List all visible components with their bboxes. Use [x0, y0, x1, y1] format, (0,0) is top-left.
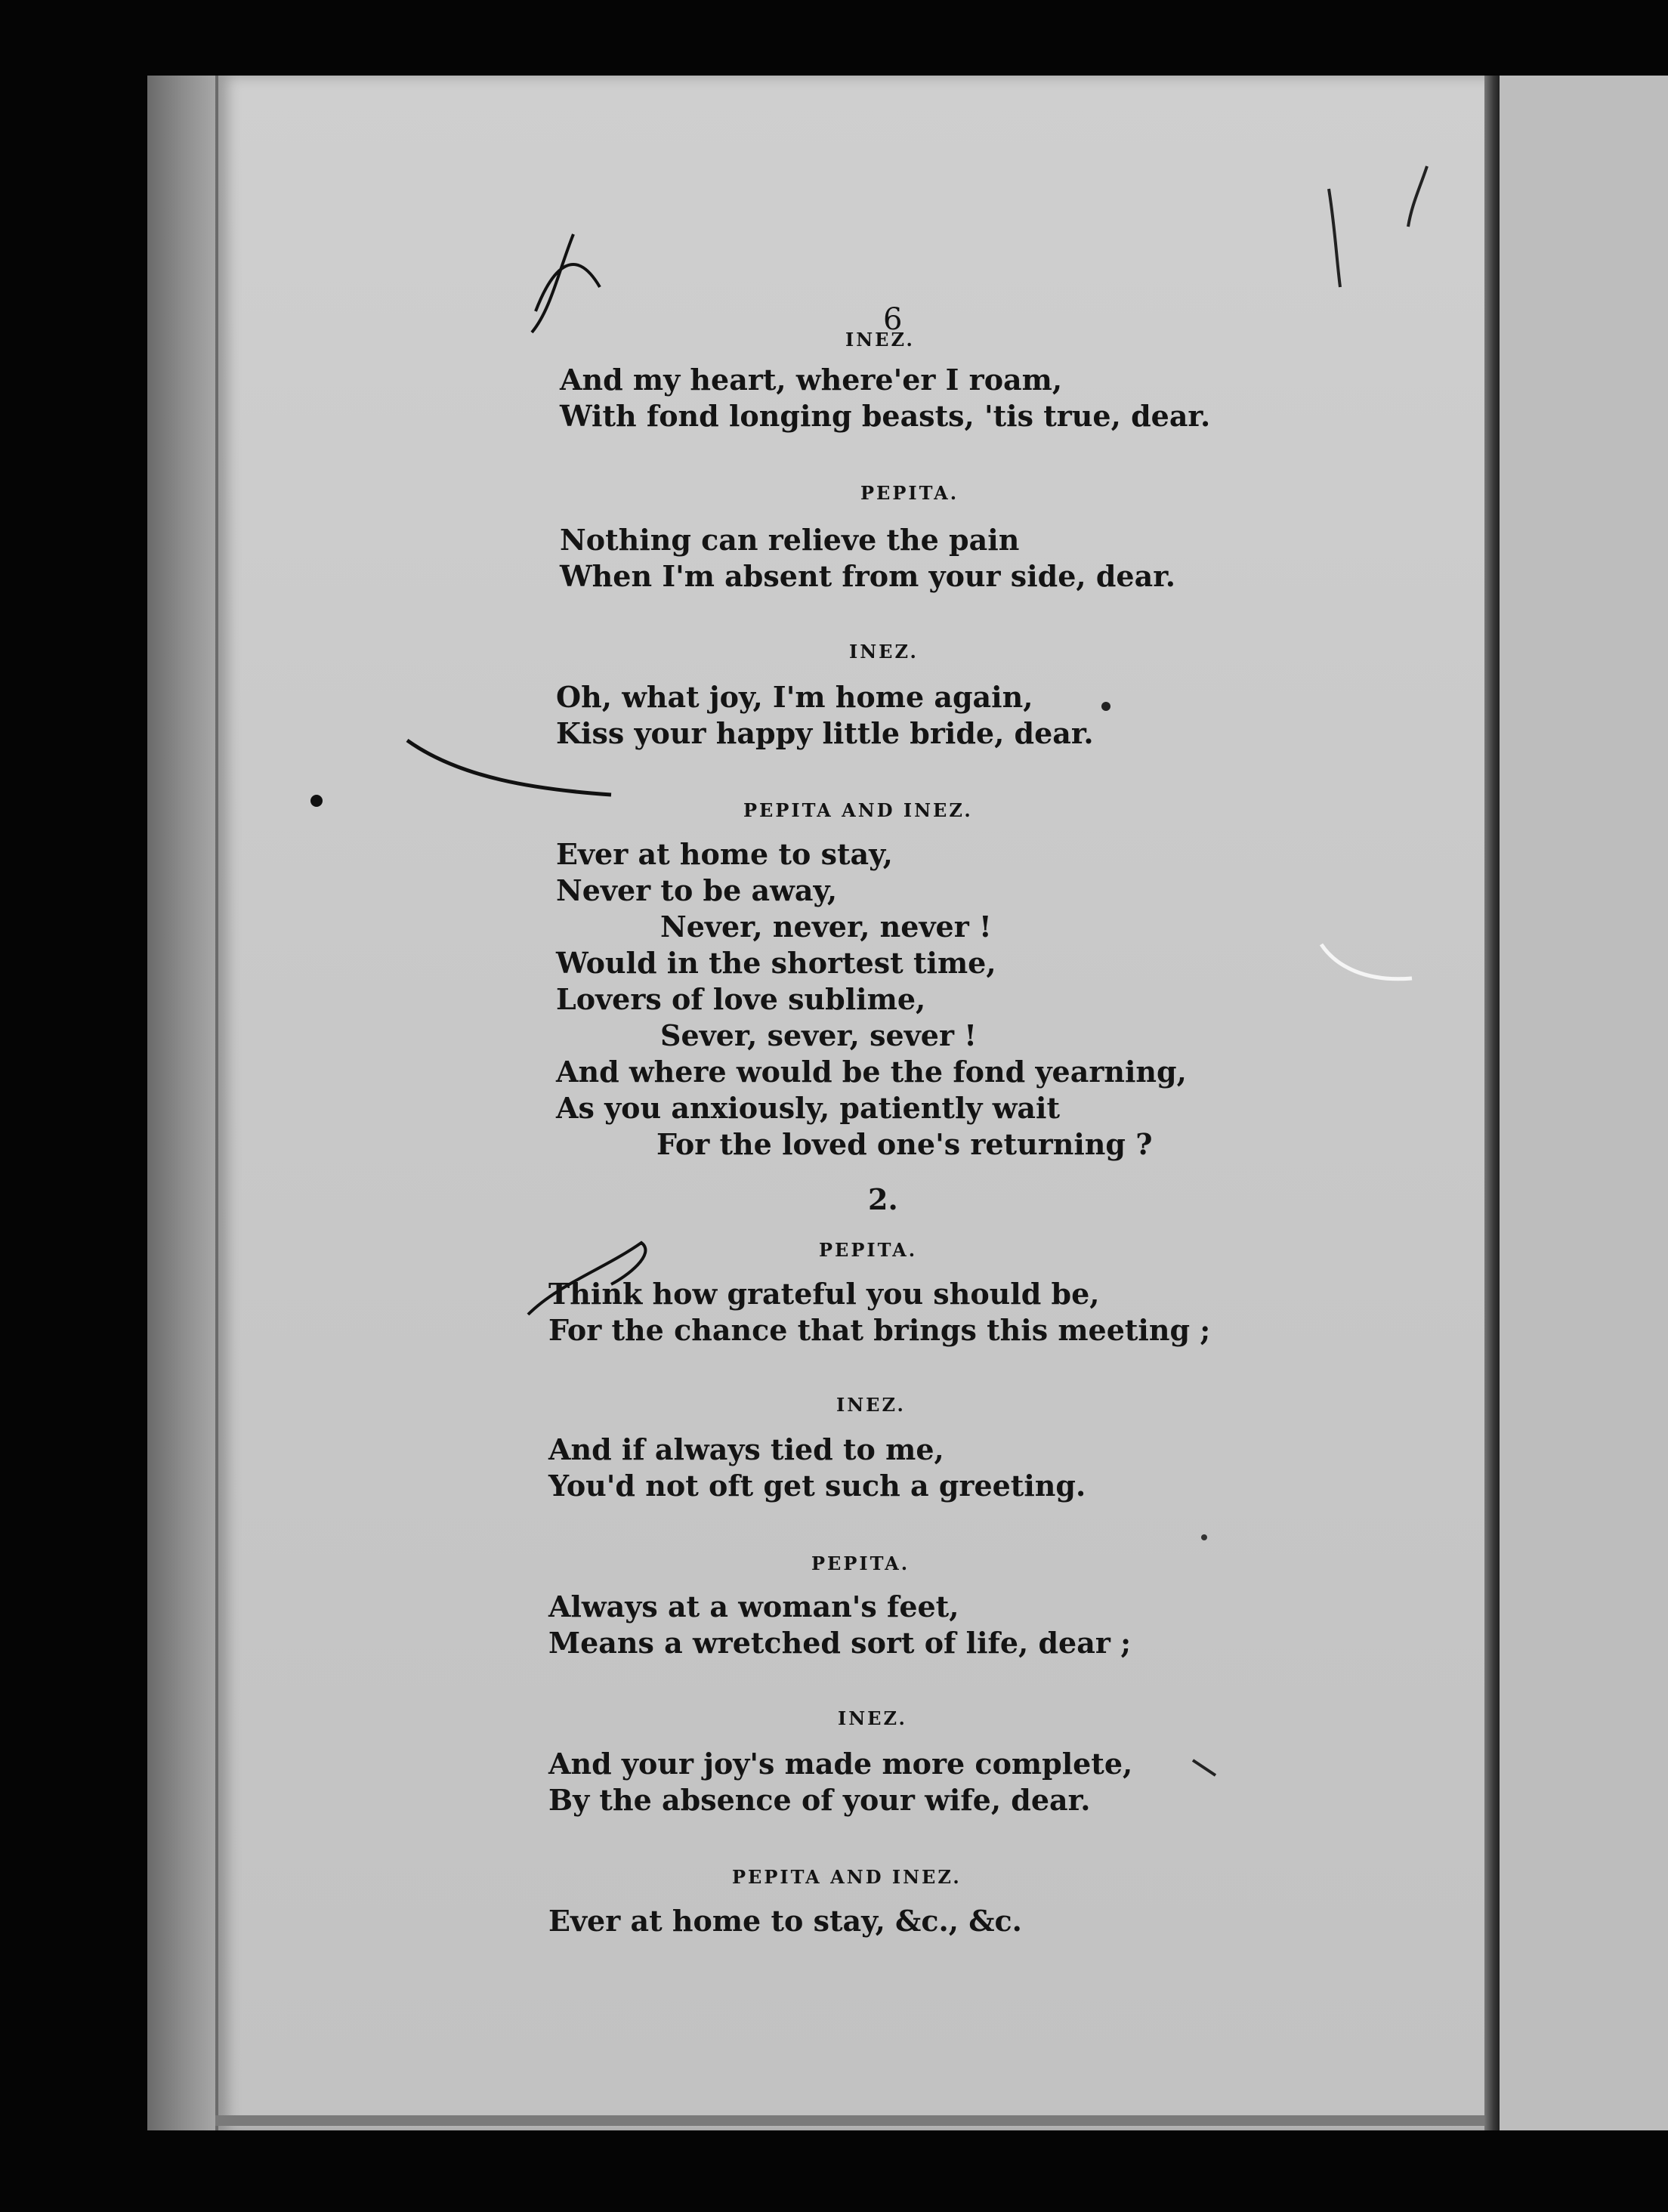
verse-line: Always at a woman's feet, [548, 1589, 959, 1623]
speaker-label: PEPITA AND INEZ. [732, 1866, 962, 1888]
page-bottom-edge [215, 2115, 1500, 2126]
speaker-label: PEPITA. [860, 482, 959, 504]
book-spine [1484, 76, 1500, 2130]
speaker-label: PEPITA. [811, 1552, 910, 1574]
verse-line: Never, never, never ! [660, 910, 992, 944]
speaker-label: INEZ. [849, 641, 919, 663]
verse-line: When I'm absent from your side, dear. [560, 559, 1175, 593]
stanza-number: 2. [868, 1182, 898, 1216]
verse-line: As you anxiously, patiently wait [556, 1091, 1061, 1125]
verse-line: Would in the shortest time, [556, 946, 996, 980]
speaker-label: PEPITA. [819, 1239, 918, 1261]
pen-stroke [1408, 166, 1427, 227]
verse-line: Sever, sever, sever ! [660, 1018, 977, 1052]
verse-line: And your joy's made more complete, [548, 1747, 1133, 1781]
pen-stroke [528, 1243, 645, 1315]
ink-dot [310, 795, 323, 807]
speaker-label: INEZ. [836, 1394, 906, 1416]
speaker-label: INEZ. [838, 1707, 907, 1729]
document-page [215, 76, 1503, 2130]
pen-stroke [1329, 189, 1340, 287]
verse-line: Think how grateful you should be, [548, 1277, 1100, 1311]
verse-line: Kiss your happy little bride, dear. [556, 716, 1094, 750]
verse-line: By the absence of your wife, dear. [548, 1783, 1091, 1817]
verse-line: Lovers of love sublime, [556, 982, 926, 1016]
verse-line: For the chance that brings this meeting ; [548, 1313, 1211, 1347]
verse-line: Means a wretched sort of life, dear ; [548, 1626, 1132, 1660]
speaker-label: PEPITA AND INEZ. [743, 799, 973, 821]
page-margin-strip [147, 76, 217, 2130]
ink-dot [1201, 1534, 1207, 1540]
verse-line: Ever at home to stay, &c., &c. [548, 1904, 1022, 1938]
verse-line: Oh, what joy, I'm home again, [556, 680, 1033, 714]
verse-line: And if always tied to me, [548, 1432, 944, 1466]
speaker-label: INEZ. [845, 329, 915, 351]
verse-line: You'd not oft get such a greeting. [548, 1469, 1086, 1503]
page-number: 6 [883, 302, 903, 337]
verse-line: Never to be away, [556, 873, 838, 907]
pen-stroke [532, 234, 600, 332]
verse-line: Nothing can relieve the pain [560, 523, 1020, 557]
verse-line: Ever at home to stay, [556, 837, 893, 871]
adjacent-page [1500, 76, 1668, 2130]
pen-stroke [1193, 1760, 1215, 1775]
verse-line: With fond longing beasts, 'tis true, dear. [560, 399, 1211, 433]
white-scratch [1321, 944, 1412, 979]
pen-stroke [407, 740, 611, 795]
verse-line: And where would be the fond yearning, [556, 1055, 1187, 1089]
ink-dot [1101, 702, 1110, 711]
verse-line: And my heart, where'er I roam, [560, 363, 1063, 397]
verse-line: For the loved one's returning ? [656, 1127, 1153, 1161]
pen-marks [218, 76, 1503, 2130]
